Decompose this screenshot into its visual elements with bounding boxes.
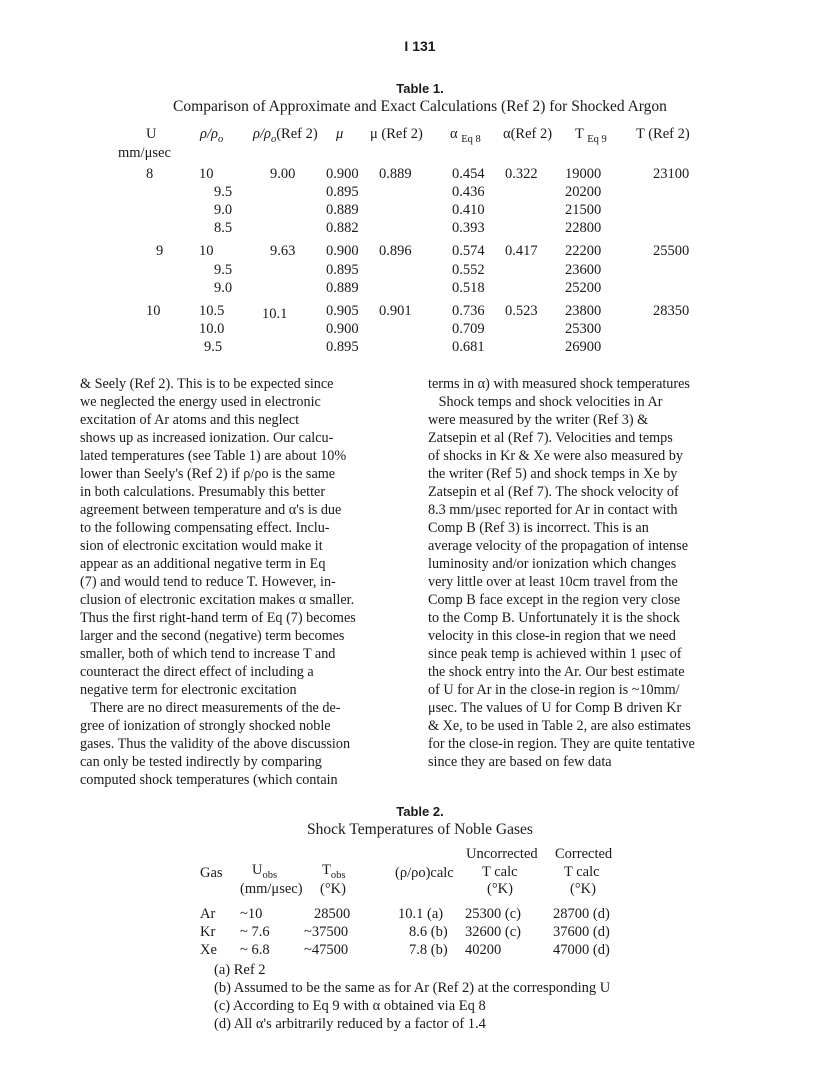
text-line: in both calculations. Presumably this better — [80, 484, 326, 500]
text-line: μsec. The values of U for Comp B driven Kr — [428, 700, 682, 716]
text-line: & Seely (Ref 2). This is to be expected since — [80, 376, 334, 392]
text-line: There are no direct measurements of the de- — [80, 700, 341, 716]
t2-head-corrected: Corrected — [555, 846, 613, 862]
text-line: & Xe, to be used in Table 2, are also estimates — [428, 718, 691, 734]
text-line: smaller, both of which tend to increase T and — [80, 646, 336, 662]
text-line: computed shock temperatures (which contain — [80, 772, 338, 788]
text-line: terms in α) with measured shock temperatures — [428, 376, 690, 392]
text-line: larger and the second (negative) term becomes — [80, 628, 345, 644]
text-line: appear as an additional negative term in Eq — [80, 556, 326, 572]
text-line: Thus the first right-hand term of Eq (7) becomes — [80, 610, 356, 626]
t1-head-u: U — [146, 126, 157, 142]
text-line: for the close-in region. They are quite tentative — [428, 736, 695, 752]
t2-head-tobs-unit: (°K) — [320, 881, 346, 897]
body-text-right — [428, 375, 768, 771]
text-line: were measured by the writer (Ref 3) & — [428, 412, 649, 428]
table1-caption: Table 1. — [396, 81, 444, 96]
text-line: negative term for electronic excitation — [80, 682, 297, 698]
text-line: shows up as increased ionization. Our calcu- — [80, 430, 334, 446]
table2-title: Shock Temperatures of Noble Gases — [307, 821, 533, 838]
text-line: velocity in this close-in region that we need — [428, 628, 676, 644]
text-line: sion of electronic excitation would make it — [80, 538, 323, 554]
t1-head-t-eq: T $_{Eq 9}$ — [575, 126, 607, 145]
t1-head-alpha-eq: α $_{Eq 8}$ — [450, 126, 481, 145]
footnote: (d) All α's arbitrarily reduced by a factor of 1.4 — [214, 1016, 486, 1032]
table1-title: Comparison of Approximate and Exact Calculations (Ref 2) for Shocked Argon — [173, 98, 667, 115]
footnote: (c) According to Eq 9 with α obtained via Eq 8 — [214, 998, 486, 1014]
t1-head-alpha-ref: α(Ref 2) — [503, 126, 553, 142]
t2-head-corrected-unit: (°K) — [570, 881, 596, 897]
text-line: to the following compensating effect. Inclu- — [80, 520, 330, 536]
text-line: Comp B face except in the region very close — [428, 592, 681, 608]
t1-head-mu: μ — [336, 126, 344, 142]
t1-head-t-ref: T (Ref 2) — [636, 126, 690, 142]
text-line: 8.3 mm/μsec reported for Ar in contact with — [428, 502, 678, 518]
text-line: Shock temps and shock velocities in Ar — [428, 394, 663, 410]
t1-head-mu-ref: μ (Ref 2) — [370, 126, 423, 142]
t2-head-uncorrected: Uncorrected — [466, 846, 538, 862]
body-text-left — [80, 375, 420, 789]
text-line: Zatsepin et al (Ref 7). Velocities and temps — [428, 430, 673, 446]
table2-caption: Table 2. — [396, 804, 444, 819]
text-line: lated temperatures (see Table 1) are about 10% — [80, 448, 347, 464]
text-line: Zatsepin et al (Ref 7). The shock velocity of — [428, 484, 679, 500]
text-line: the shock entry into the Ar. Our best estimate — [428, 664, 685, 680]
footnote: (b) Assumed to be the same as for Ar (Ref 2) at the corresponding U — [214, 980, 611, 996]
text-line: excitation of Ar atoms and this neglect — [80, 412, 300, 428]
text-line: very little over at least 10cm travel from the — [428, 574, 678, 590]
t1-head-u-unit: mm/μsec — [118, 145, 171, 161]
text-line: agreement between temperature and α's is due — [80, 502, 342, 518]
text-line: to the Comp B. Unfortunately it is the shock — [428, 610, 680, 626]
t2-head-rho: (ρ/ρo)calc — [395, 865, 454, 881]
page-number: I 131 — [404, 38, 436, 54]
text-line: (7) and would tend to reduce T. However, in- — [80, 574, 336, 590]
text-line: average velocity of the propagation of intense — [428, 538, 689, 554]
text-line: since peak temp is achieved within 1 μsec of — [428, 646, 682, 662]
text-line: the writer (Ref 5) and shock temps in Xe by — [428, 466, 678, 482]
text-line: since they are based on few data — [428, 754, 612, 770]
text-line: we neglected the energy used in electronic — [80, 394, 321, 410]
t1-head-rho: $\rho/\rho_o$ — [200, 126, 224, 145]
text-line: of shocks in Kr & Xe were also measured by — [428, 448, 683, 464]
t1-head-rho-ref: $\rho/\rho_o(Ref$ 2) — [253, 126, 318, 145]
t2-head-corrected-t: T calc — [564, 864, 600, 880]
text-line: lower than Seely's (Ref 2) if ρ/ρo is the same — [80, 466, 336, 482]
text-line: of U for Ar in the close-in region is ~10mm/ — [428, 682, 680, 698]
text-line: can only be tested indirectly by comparing — [80, 754, 322, 770]
t2-head-uncorrected-t: T calc — [482, 864, 518, 880]
text-line: counteract the direct effect of including a — [80, 664, 314, 680]
text-line: clusion of electronic excitation makes α smaller. — [80, 592, 355, 608]
t2-head-uobs-unit: (mm/μsec) — [240, 881, 303, 897]
text-line: gree of ionization of strongly shocked noble — [80, 718, 331, 734]
text-line: Comp B (Ref 3) is incorrect. This is an — [428, 520, 649, 536]
t2-head-gas: Gas — [200, 865, 223, 881]
footnote: (a) Ref 2 — [214, 962, 266, 978]
text-line: luminosity and/or ionization which changes — [428, 556, 677, 572]
t2-head-uobs: $U_{obs}$ — [252, 862, 278, 881]
t2-head-tobs: $T_{obs}$ — [322, 862, 346, 881]
t2-head-uncorrected-unit: (°K) — [487, 881, 513, 897]
text-line: gases. Thus the validity of the above discussion — [80, 736, 351, 752]
